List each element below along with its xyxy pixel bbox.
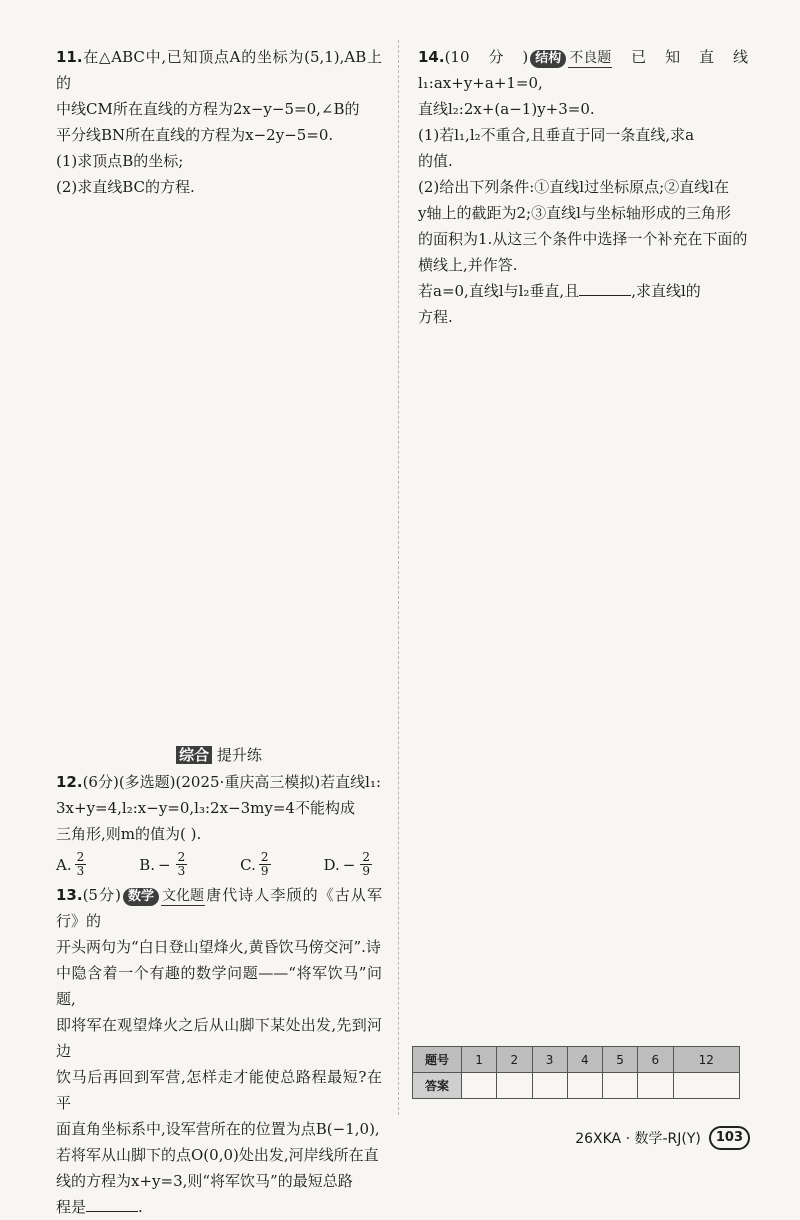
q11-part-2: (2)求直线BC的方程. — [56, 178, 195, 196]
q13-line-1: 唐代诗人李颀的《古从军行》的 — [56, 886, 382, 930]
question-number: 11. — [56, 48, 83, 66]
period: . — [138, 1198, 143, 1216]
q12-options — [56, 851, 382, 878]
q14-part-2a: (2)给出下列条件:①直线l过坐标原点;②直线l在 — [418, 178, 729, 196]
fraction — [259, 851, 271, 878]
q13-line-2: 开头两句为“白日登山望烽火,黄昏饮马傍交河”.诗 — [56, 938, 381, 956]
score: (5分) — [82, 886, 122, 904]
page-footer — [575, 1126, 750, 1150]
question-number-cell: 2 — [497, 1047, 532, 1073]
q11-line-3: 平分线BN所在直线的方程为x−2y−5=0. — [56, 126, 334, 144]
q12-line-1: (6分)(多选题)(2025·重庆高三模拟)若直线l₁: — [82, 773, 382, 791]
q14-part-2b: y轴上的截距为2;③直线l与坐标轴形成的三角形 — [418, 204, 731, 222]
q12-line-2: 3x+y=4,l₂:x−y=0,l₃:2x−3my=4不能构成 — [56, 799, 355, 817]
answer-cell[interactable] — [462, 1073, 497, 1099]
answer-cell[interactable] — [567, 1073, 602, 1099]
q14-part-1a: (1)若l₁,l₂不重合,且垂直于同一条直线,求a — [418, 126, 695, 144]
q14-part-3a: 若a=0,直线l与l₂垂直,且 — [418, 282, 580, 300]
question-number-cell: 5 — [603, 1047, 638, 1073]
q14-line-1: 已知直线l₁:ax+y+a+1=0, — [418, 48, 748, 92]
q11-line-2: 中线CM所在直线的方程为2x−y−5=0,∠B的 — [56, 100, 360, 118]
score: (10分) — [444, 48, 529, 66]
numerator: 2 — [177, 850, 186, 864]
header-label: 题号 — [413, 1047, 462, 1073]
numerator: 2 — [362, 850, 370, 864]
page-number: 103 — [709, 1126, 750, 1150]
q14-part-2d: 横线上,并作答. — [418, 256, 518, 274]
minus-sign: − — [158, 855, 171, 874]
numerator: 2 — [260, 850, 269, 864]
question-12 — [56, 769, 382, 878]
option-d[interactable] — [323, 851, 371, 878]
section-box: 综合 — [176, 746, 212, 764]
option-a[interactable] — [56, 851, 86, 878]
question-number-cell: 6 — [638, 1047, 673, 1073]
table-header-row — [413, 1047, 740, 1073]
tag-ill-posed: 不良题 — [569, 50, 612, 66]
q14-part-2c: 的面积为1.从这三个条件中选择一个补充在下面的 — [418, 230, 748, 248]
denominator: 3 — [76, 864, 85, 878]
question-14 — [418, 44, 748, 330]
answer-blank[interactable] — [86, 1197, 138, 1212]
option-label: A. — [56, 855, 72, 874]
denominator: 9 — [260, 864, 269, 878]
question-number-cell: 1 — [462, 1047, 497, 1073]
q14-part-3b: ,求直线l的 — [631, 282, 701, 300]
option-label: B. — [139, 855, 155, 874]
left-column — [56, 44, 382, 1216]
condition-blank[interactable] — [579, 281, 631, 296]
q13-line-5: 饮马后再回到军营,怎样走才能使总路程最短?在平 — [56, 1068, 382, 1112]
q13-line-8: 线的方程为x+y=3,则“将军饮马”的最短总路 — [56, 1172, 353, 1190]
answer-table — [412, 1046, 740, 1099]
column-divider — [398, 40, 399, 1115]
answer-cell[interactable] — [638, 1073, 673, 1099]
q11-line-1: 在△ABC中,已知顶点A的坐标为(5,1),AB上的 — [56, 48, 382, 92]
denominator: 3 — [177, 864, 186, 878]
question-11 — [56, 44, 382, 200]
q11-part-1: (1)求顶点B的坐标; — [56, 152, 184, 170]
table-answer-row — [413, 1073, 740, 1099]
option-label: C. — [240, 855, 256, 874]
question-number: 12. — [56, 773, 83, 791]
denominator: 9 — [362, 864, 370, 878]
q13-line-4: 即将军在观望烽火之后从山脚下某处出发,先到河边 — [56, 1016, 382, 1060]
q14-line-2: 直线l₂:2x+(a−1)y+3=0. — [418, 100, 595, 118]
numerator: 2 — [76, 850, 85, 864]
right-column — [418, 44, 748, 330]
section-label: 提升练 — [216, 746, 262, 764]
answer-cell[interactable] — [497, 1073, 532, 1099]
option-b[interactable] — [139, 851, 187, 878]
question-number: 13. — [56, 886, 83, 904]
option-label: D. — [323, 855, 340, 874]
answer-cell[interactable] — [673, 1073, 740, 1099]
question-number-cell: 12 — [673, 1047, 740, 1073]
minus-sign: − — [342, 855, 356, 874]
q14-part-3c: 方程. — [418, 308, 453, 326]
tag-math: 数学 — [123, 888, 159, 906]
fraction — [176, 851, 188, 878]
q13-line-7: 若将军从山脚下的点O(0,0)处出发,河岸线所在直 — [56, 1146, 379, 1164]
tag-culture: 文化题 — [162, 888, 205, 904]
answer-label: 答案 — [413, 1073, 462, 1099]
q12-line-3: 三角形,则m的值为( ). — [56, 825, 202, 843]
fraction — [360, 851, 372, 878]
option-c[interactable] — [240, 851, 270, 878]
book-code: 26XKA · 数学-RJ(Y) — [575, 1131, 701, 1147]
question-number-cell: 4 — [567, 1047, 602, 1073]
question-13 — [56, 882, 382, 1220]
tag-structure: 结构 — [530, 50, 566, 68]
section-heading — [56, 744, 382, 765]
question-number-cell: 3 — [532, 1047, 567, 1073]
lower-left-block — [56, 744, 382, 1220]
fraction — [75, 851, 87, 878]
answer-cell[interactable] — [603, 1073, 638, 1099]
answer-cell[interactable] — [532, 1073, 567, 1099]
q13-line-6: 面直角坐标系中,设军营所在的位置为点B(−1,0), — [56, 1120, 380, 1138]
q14-part-1b: 的值. — [418, 152, 453, 170]
q13-line-3: 中隐含着一个有趣的数学问题——“将军饮马”问题, — [56, 964, 382, 1008]
q13-line-9: 程是 — [56, 1198, 87, 1216]
question-number: 14. — [418, 48, 445, 66]
